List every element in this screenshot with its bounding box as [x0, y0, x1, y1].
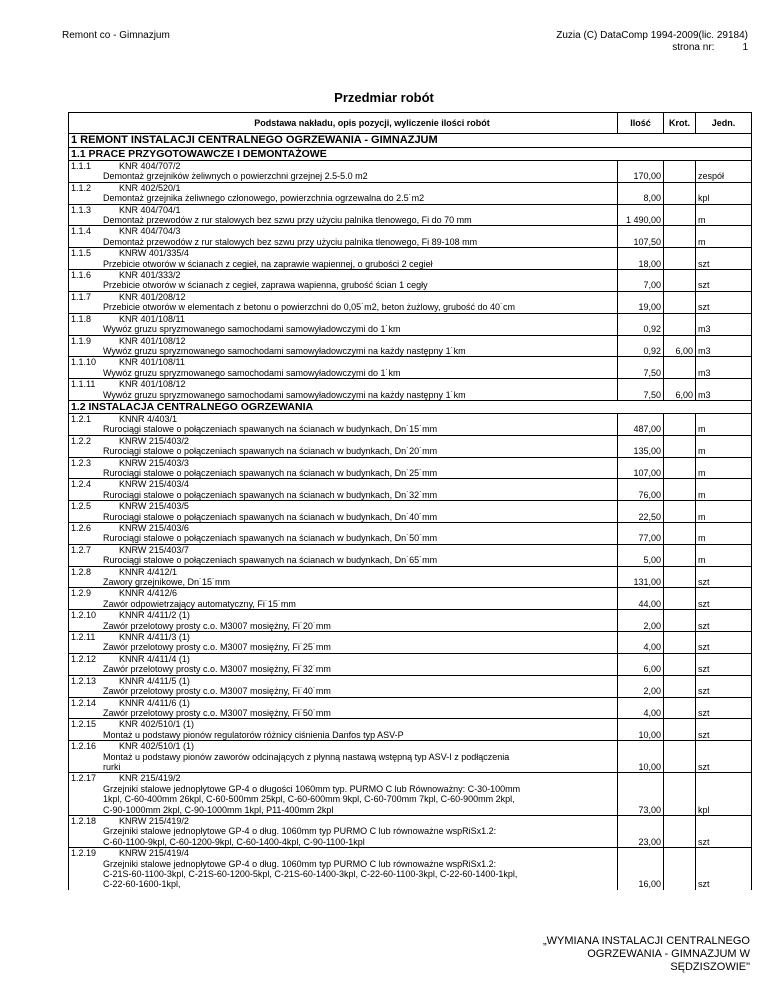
item-quantity: 10,00: [618, 741, 664, 773]
item-code: KNR 404/707/2: [119, 161, 181, 171]
item-multiplier: [664, 291, 696, 313]
item-id-line: [71, 816, 615, 826]
item-multiplier: [664, 182, 696, 204]
item-code: KNR 401/333/2: [119, 270, 181, 281]
item-code: KNNR 4/411/2 (1): [119, 610, 190, 621]
item-quantity: 7,00: [618, 270, 664, 292]
item-code: KNNR 4/412/6: [119, 588, 178, 599]
item-description: Zawór przelotowy prosty c.o. M3007 mosiężny, Fi˙40˙mm: [103, 686, 331, 697]
item-id-line: [71, 414, 615, 424]
item-description-cell: [69, 588, 618, 610]
item-code: KNR 402/520/1: [119, 182, 181, 193]
item-number: 1.1.2: [71, 182, 92, 193]
page-label: strona nr:: [672, 42, 715, 53]
item-number: 1.2.17: [71, 773, 97, 784]
item-description: C-60-1100-9kpl, C-60-1200-9kpl, C-60-1400-4kpl, C-90-1100-1kpl: [103, 836, 365, 847]
item-code: KNRW 215/403/5: [119, 501, 189, 512]
license-info: Zuzia (C) DataComp 1994-2009(lic. 29184): [556, 30, 748, 41]
page-number: 1: [742, 42, 748, 53]
item-number: 1.2.19: [71, 848, 97, 859]
item-code: KNR 401/108/11: [119, 313, 185, 324]
item-code: KNRW 215/403/3: [119, 457, 189, 468]
item-quantity: 18,00: [618, 248, 664, 270]
table-row: [69, 457, 752, 479]
item-number: 1.2.8: [71, 566, 92, 577]
item-description: Przebicie otworów w elementach z betonu o powierzchni do 0,05˙m2, beton żużlowy, grubość do 40˙cm: [103, 302, 516, 313]
item-description: Grzejniki stalowe jednopłytowe GP-4 o długości 1060mm typ. PURMO C lub Równoważny: C-30-100mm: [103, 783, 521, 794]
item-multiplier: [664, 501, 696, 523]
item-id-line: [71, 501, 615, 511]
item-number: 1.1.4: [71, 226, 92, 237]
item-description: Grzejniki stalowe jednopłytowe GP-4 o dług. 1060mm typ PURMO C lub równoważne wspRiSx1.2:: [103, 858, 497, 869]
item-description: Rurociągi stalowe o połączeniach spawanych na ścianach w budynkach, Dn˙40˙mm: [103, 511, 438, 522]
item-unit: m3: [696, 335, 752, 357]
item-id-line: [71, 205, 615, 215]
item-multiplier: [664, 741, 696, 773]
item-description: Montaż u podstawy pionów regulatorów różnicy ciśnienia Danfos typ ASV-P: [103, 729, 404, 740]
report-header-left: Remont co - Gimnazjum: [62, 30, 170, 41]
table-header-row: [69, 113, 752, 134]
item-number: 1.1.5: [71, 248, 92, 259]
subsection-row: [69, 400, 752, 413]
item-description-cell: [69, 848, 618, 890]
item-id-line: [71, 183, 615, 193]
table-row: [69, 413, 752, 435]
item-description-cell: [69, 357, 618, 379]
item-unit: szt: [696, 653, 752, 675]
item-description: C-90-1000mm 2kpl, C-90-1000mm 1kpl, P11-400mm 2kpl: [103, 804, 334, 815]
item-code: KNNR 4/411/5 (1): [119, 675, 190, 686]
item-description-cell: [69, 697, 618, 719]
item-code: KNR 404/704/1: [119, 204, 181, 215]
item-quantity: 107,50: [618, 226, 664, 248]
item-multiplier: [664, 544, 696, 566]
footer-line: OGRZEWANIA - GIMNAZJUM W: [587, 948, 750, 960]
item-quantity: 0,92: [618, 335, 664, 357]
item-id-line: [71, 848, 615, 858]
item-unit: m: [696, 226, 752, 248]
item-description-cell: [69, 313, 618, 335]
item-description-cell: [69, 773, 618, 816]
item-quantity: 131,00: [618, 566, 664, 588]
item-quantity: 5,00: [618, 544, 664, 566]
item-description: Zawór przelotowy prosty c.o. M3007 mosiężny, Fi˙32˙mm: [103, 664, 331, 675]
item-description-cell: [69, 335, 618, 357]
item-quantity: 107,00: [618, 457, 664, 479]
item-quantity: 2,00: [618, 675, 664, 697]
item-id-line: [71, 357, 615, 367]
item-multiplier: [664, 479, 696, 501]
item-description: Rurociągi stalowe o połączeniach spawanych na ścianach w budynkach, Dn˙15˙mm: [103, 424, 438, 435]
item-number: 1.2.13: [71, 675, 97, 686]
table-row: [69, 675, 752, 697]
table-row: [69, 270, 752, 292]
item-quantity: 4,00: [618, 632, 664, 654]
table-row: [69, 523, 752, 545]
item-unit: m: [696, 204, 752, 226]
item-unit: m3: [696, 313, 752, 335]
item-quantity: 22,50: [618, 501, 664, 523]
item-unit: szt: [696, 697, 752, 719]
item-unit: m: [696, 523, 752, 545]
table-row: [69, 291, 752, 313]
item-description: Wywóz gruzu spryzmowanego samochodami samowyładowczymi na każdy następny 1˙km: [103, 345, 466, 356]
section-row: [69, 134, 752, 148]
item-quantity: 77,00: [618, 523, 664, 545]
item-number: 1.1.9: [71, 335, 92, 346]
item-description: Rurociągi stalowe o połączeniach spawanych na ścianach w budynkach, Dn˙20˙mm: [103, 446, 438, 457]
item-unit: szt: [696, 719, 752, 741]
table-row: [69, 313, 752, 335]
item-code: KNR 401/208/12: [119, 291, 186, 302]
table-row: [69, 632, 752, 654]
item-id-line: [71, 248, 615, 258]
item-unit: m: [696, 435, 752, 457]
item-code: KNR 215/419/2: [119, 773, 181, 784]
item-description: Demontaż grzejnika żeliwnego członowego, powierzchnia ogrzewalna do 2.5˙m2: [103, 193, 425, 204]
item-description: Zawór odpowietrzający automatyczny, Fi˙15˙mm: [103, 598, 296, 609]
item-description: Wywóz gruzu spryzmowanego samochodami samowyładowczymi na każdy następny 1˙km: [103, 389, 466, 400]
item-id-line: [71, 292, 615, 302]
item-quantity: 487,00: [618, 413, 664, 435]
item-description: Przebicie otworów w ścianach z cegieł, zaprawa wapienna, grubość ścian 1 cegły: [103, 280, 428, 291]
item-quantity: 135,00: [618, 435, 664, 457]
item-quantity: 76,00: [618, 479, 664, 501]
item-unit: szt: [696, 675, 752, 697]
report-header-right: [556, 30, 748, 54]
subsection-title: 1.1 PRACE PRZYGOTOWAWCZE I DEMONTAŻOWE: [69, 148, 752, 161]
subsection-title: 1.2 INSTALACJA CENTRALNEGO OGRZEWANIA: [69, 400, 752, 413]
section-title: 1 REMONT INSTALACJI CENTRALNEGO OGRZEWANIA - GIMNAZJUM: [69, 134, 752, 148]
item-multiplier: 6,00: [664, 379, 696, 401]
item-unit: szt: [696, 270, 752, 292]
table-row: [69, 248, 752, 270]
item-description-cell: [69, 457, 618, 479]
item-description: Zawory grzejnikowe, Dn˙15˙mm: [103, 577, 231, 588]
item-unit: m: [696, 413, 752, 435]
item-number: 1.2.7: [71, 544, 92, 555]
item-description-cell: [69, 653, 618, 675]
item-description: Demontaż przewodów z rur stalowych bez szwu przy użyciu palnika tlenowego, Fi 89-108 mm: [103, 236, 478, 247]
item-id-line: [71, 161, 615, 171]
item-quantity: 7,50: [618, 357, 664, 379]
item-description: Wywóz gruzu spryzmowanego samochodami samowyładowczymi do 1˙km: [103, 367, 401, 378]
item-multiplier: [664, 588, 696, 610]
item-description-cell: [69, 182, 618, 204]
item-id-line: [71, 523, 615, 533]
item-description-cell: [69, 815, 618, 847]
item-description-cell: [69, 610, 618, 632]
table-row: [69, 204, 752, 226]
item-unit: m3: [696, 357, 752, 379]
item-description: C-21S-60-1100-3kpl, C-21S-60-1200-5kpl, C-21S-60-1400-3kpl, C-22-60-1100-3kpl, C-22-60-1400-1kpl,: [103, 869, 518, 879]
item-quantity: 8,00: [618, 182, 664, 204]
item-description: Rurociągi stalowe o połączeniach spawanych na ścianach w budynkach, Dn˙32˙mm: [103, 489, 438, 500]
item-code: KNNR 4/403/1: [119, 413, 178, 424]
item-description: Grzejniki stalowe jednopłytowe GP-4 o dług. 1060mm typ PURMO C lub równoważne wspRiSx1.2:: [103, 826, 497, 837]
table-row: [69, 435, 752, 457]
item-description-cell: [69, 291, 618, 313]
item-id-line: [71, 458, 615, 468]
item-number: 1.2.11: [71, 632, 96, 643]
table-row: [69, 741, 752, 773]
item-quantity: 2,00: [618, 610, 664, 632]
item-description: Wywóz gruzu spryzmowanego samochodami samowyładowczymi do 1˙km: [103, 324, 401, 335]
item-multiplier: [664, 523, 696, 545]
item-number: 1.1.7: [71, 291, 92, 302]
item-quantity: 44,00: [618, 588, 664, 610]
item-number: 1.1.6: [71, 270, 92, 281]
item-number: 1.2.10: [71, 610, 97, 621]
item-id-line: [71, 479, 615, 489]
item-unit: szt: [696, 248, 752, 270]
item-unit: szt: [696, 632, 752, 654]
table-row: [69, 379, 752, 401]
item-code: KNRW 215/403/7: [119, 544, 189, 555]
item-unit: szt: [696, 566, 752, 588]
document-title: Przedmiar robót: [334, 90, 434, 105]
item-quantity: 73,00: [618, 773, 664, 816]
page-number-line: [556, 42, 748, 54]
item-description: Zawór przelotowy prosty c.o. M3007 mosiężny, Fi˙50˙mm: [103, 707, 331, 718]
table-row: [69, 544, 752, 566]
item-multiplier: [664, 161, 696, 183]
item-id-line: [71, 336, 615, 346]
table-row: [69, 566, 752, 588]
table-row: [69, 653, 752, 675]
item-unit: zespół: [696, 161, 752, 183]
item-number: 1.2.6: [71, 523, 92, 533]
item-code: KNNR 4/411/6 (1): [119, 697, 190, 708]
item-id-line: [71, 610, 615, 620]
item-description-cell: [69, 479, 618, 501]
item-description-cell: [69, 161, 618, 183]
item-multiplier: 6,00: [664, 335, 696, 357]
item-number: 1.1.3: [71, 204, 92, 215]
item-description: Montaż u podstawy pionów zaworów odcinających z płynną nastawą wstępną typ ASV-I z podłączenia: [103, 751, 510, 762]
item-quantity: 19,00: [618, 291, 664, 313]
item-multiplier: [664, 204, 696, 226]
item-description-cell: [69, 675, 618, 697]
item-description: Rurociągi stalowe o połączeniach spawanych na ścianach w budynkach, Dn˙25˙mm: [103, 467, 438, 478]
item-number: 1.2.1: [71, 413, 92, 424]
table-row: [69, 773, 752, 816]
item-code: KNR 401/108/11: [119, 357, 185, 368]
item-code: KNRW 215/419/4: [119, 848, 189, 859]
item-unit: szt: [696, 610, 752, 632]
item-id-line: [71, 632, 615, 642]
item-description: Rurociągi stalowe o połączeniach spawanych na ścianach w budynkach, Dn˙65˙mm: [103, 555, 438, 566]
table-row: [69, 226, 752, 248]
item-unit: m: [696, 544, 752, 566]
item-multiplier: [664, 848, 696, 890]
header-qty: Ilość: [618, 113, 664, 134]
item-number: 1.1.11: [71, 379, 96, 390]
item-quantity: 6,00: [618, 653, 664, 675]
item-description: Zawór przelotowy prosty c.o. M3007 mosiężny, Fi˙20˙mm: [103, 620, 331, 631]
item-code: KNR 401/108/12: [119, 379, 186, 390]
item-quantity: 10,00: [618, 719, 664, 741]
item-id-line: [71, 676, 615, 686]
item-multiplier: [664, 226, 696, 248]
table-row: [69, 697, 752, 719]
item-number: 1.2.9: [71, 588, 92, 599]
item-multiplier: [664, 566, 696, 588]
header-krot: Krot.: [664, 113, 696, 134]
item-unit: szt: [696, 815, 752, 847]
item-number: 1.2.4: [71, 479, 92, 490]
item-multiplier: [664, 270, 696, 292]
item-id-line: [71, 314, 615, 324]
item-quantity: 1 490,00: [618, 204, 664, 226]
item-number: 1.1.1: [71, 161, 92, 171]
project-footer: [543, 935, 750, 974]
item-quantity: 23,00: [618, 815, 664, 847]
item-number: 1.2.16: [71, 741, 97, 752]
item-number: 1.1.10: [71, 357, 97, 368]
item-multiplier: [664, 413, 696, 435]
item-quantity: 16,00: [618, 848, 664, 890]
item-multiplier: [664, 357, 696, 379]
item-number: 1.2.2: [71, 435, 92, 446]
item-number: 1.2.3: [71, 457, 92, 468]
item-number: 1.2.14: [71, 697, 97, 708]
item-multiplier: [664, 313, 696, 335]
item-description-cell: [69, 523, 618, 545]
table-row: [69, 161, 752, 183]
item-multiplier: [664, 653, 696, 675]
item-unit: m: [696, 457, 752, 479]
item-unit: kpl: [696, 773, 752, 816]
item-description: Przebicie otworów w ścianach z cegieł, na zaprawie wapiennej, o grubości 2 cegieł: [103, 258, 433, 269]
item-id-line: [71, 226, 615, 236]
item-description-cell: [69, 379, 618, 401]
item-multiplier: [664, 773, 696, 816]
item-code: KNRW 215/403/4: [119, 479, 189, 490]
item-number: 1.2.18: [71, 815, 97, 826]
item-quantity: 0,92: [618, 313, 664, 335]
item-id-line: [71, 379, 615, 389]
item-id-line: [71, 719, 615, 729]
item-quantity: 7,50: [618, 379, 664, 401]
item-unit: m: [696, 501, 752, 523]
item-description-cell: [69, 270, 618, 292]
item-unit: szt: [696, 848, 752, 890]
table-row: [69, 719, 752, 741]
item-description-cell: [69, 719, 618, 741]
table-row: [69, 501, 752, 523]
item-description-cell: [69, 566, 618, 588]
item-code: KNR 401/108/12: [119, 335, 186, 346]
item-description: Rurociągi stalowe o połączeniach spawanych na ścianach w budynkach, Dn˙50˙mm: [103, 533, 438, 544]
item-code: KNRW 215/419/2: [119, 815, 189, 826]
item-multiplier: [664, 719, 696, 741]
table-row: [69, 610, 752, 632]
item-code: KNR 404/704/3: [119, 226, 181, 237]
table-row: [69, 335, 752, 357]
item-quantity: 170,00: [618, 161, 664, 183]
item-code: KNRW 215/403/6: [119, 523, 189, 533]
item-description: rurki: [103, 761, 121, 772]
item-id-line: [71, 741, 615, 751]
item-description: Demontaż grzejników żeliwnych o powierzchni grzejnej 2.5-5.0 m2: [103, 171, 368, 182]
item-id-line: [71, 698, 615, 708]
item-id-line: [71, 545, 615, 555]
item-multiplier: [664, 610, 696, 632]
item-multiplier: [664, 248, 696, 270]
item-code: KNNR 4/412/1: [119, 566, 178, 577]
item-id-line: [71, 270, 615, 280]
item-description: C-22-60-1600-1kpl,: [103, 879, 181, 890]
item-description-cell: [69, 741, 618, 773]
item-unit: m3: [696, 379, 752, 401]
item-number: 1.1.8: [71, 313, 92, 324]
table-row: [69, 357, 752, 379]
item-description-cell: [69, 632, 618, 654]
item-unit: m: [696, 479, 752, 501]
table-row: [69, 182, 752, 204]
table-row: [69, 479, 752, 501]
item-id-line: [71, 773, 615, 783]
item-description-cell: [69, 204, 618, 226]
item-multiplier: [664, 457, 696, 479]
item-multiplier: [664, 675, 696, 697]
item-number: 1.2.5: [71, 501, 92, 512]
item-unit: szt: [696, 741, 752, 773]
subsection-row: [69, 148, 752, 161]
item-description-cell: [69, 544, 618, 566]
item-code: KNR 402/510/1 (1): [119, 741, 195, 752]
item-description: Demontaż przewodów z rur stalowych bez szwu przy użyciu palnika tlenowego, Fi do 70 mm: [103, 215, 472, 226]
item-multiplier: [664, 435, 696, 457]
header-desc: Podstawa nakładu, opis pozycji, wyliczenie ilości robót: [69, 113, 618, 134]
footer-line: SĘDZISZOWIE": [670, 961, 750, 973]
item-multiplier: [664, 697, 696, 719]
item-unit: szt: [696, 291, 752, 313]
item-number: 1.2.12: [71, 653, 97, 664]
item-code: KNRW 401/335/4: [119, 248, 189, 259]
item-code: KNR 402/510/1 (1): [119, 719, 195, 730]
table-row: [69, 588, 752, 610]
item-code: KNRW 215/403/2: [119, 435, 189, 446]
item-description: 1kpl, C-60-400mm 26kpl, C-60-500mm 25kpl, C-60-600mm 9kpl, C-60-700mm 7kpl, C-60-900mm 2kpl,: [103, 794, 515, 805]
item-description: Zawór przelotowy prosty c.o. M3007 mosiężny, Fi˙25˙mm: [103, 642, 331, 653]
item-code: KNNR 4/411/4 (1): [119, 653, 190, 664]
item-multiplier: [664, 815, 696, 847]
item-quantity: 4,00: [618, 697, 664, 719]
item-unit: kpl: [696, 182, 752, 204]
item-id-line: [71, 436, 615, 446]
item-multiplier: [664, 632, 696, 654]
item-description-cell: [69, 435, 618, 457]
item-description-cell: [69, 248, 618, 270]
header-unit: Jedn.: [696, 113, 752, 134]
item-id-line: [71, 567, 615, 577]
table-row: [69, 848, 752, 890]
item-id-line: [71, 588, 615, 598]
item-description-cell: [69, 226, 618, 248]
footer-line: „WYMIANA INSTALACJI CENTRALNEGO: [543, 935, 750, 947]
table-row: [69, 815, 752, 847]
item-code: KNNR 4/411/3 (1): [119, 632, 190, 643]
item-unit: szt: [696, 588, 752, 610]
item-id-line: [71, 654, 615, 664]
item-description-cell: [69, 413, 618, 435]
cost-estimate-table: [68, 112, 752, 890]
item-number: 1.2.15: [71, 719, 97, 730]
item-description-cell: [69, 501, 618, 523]
